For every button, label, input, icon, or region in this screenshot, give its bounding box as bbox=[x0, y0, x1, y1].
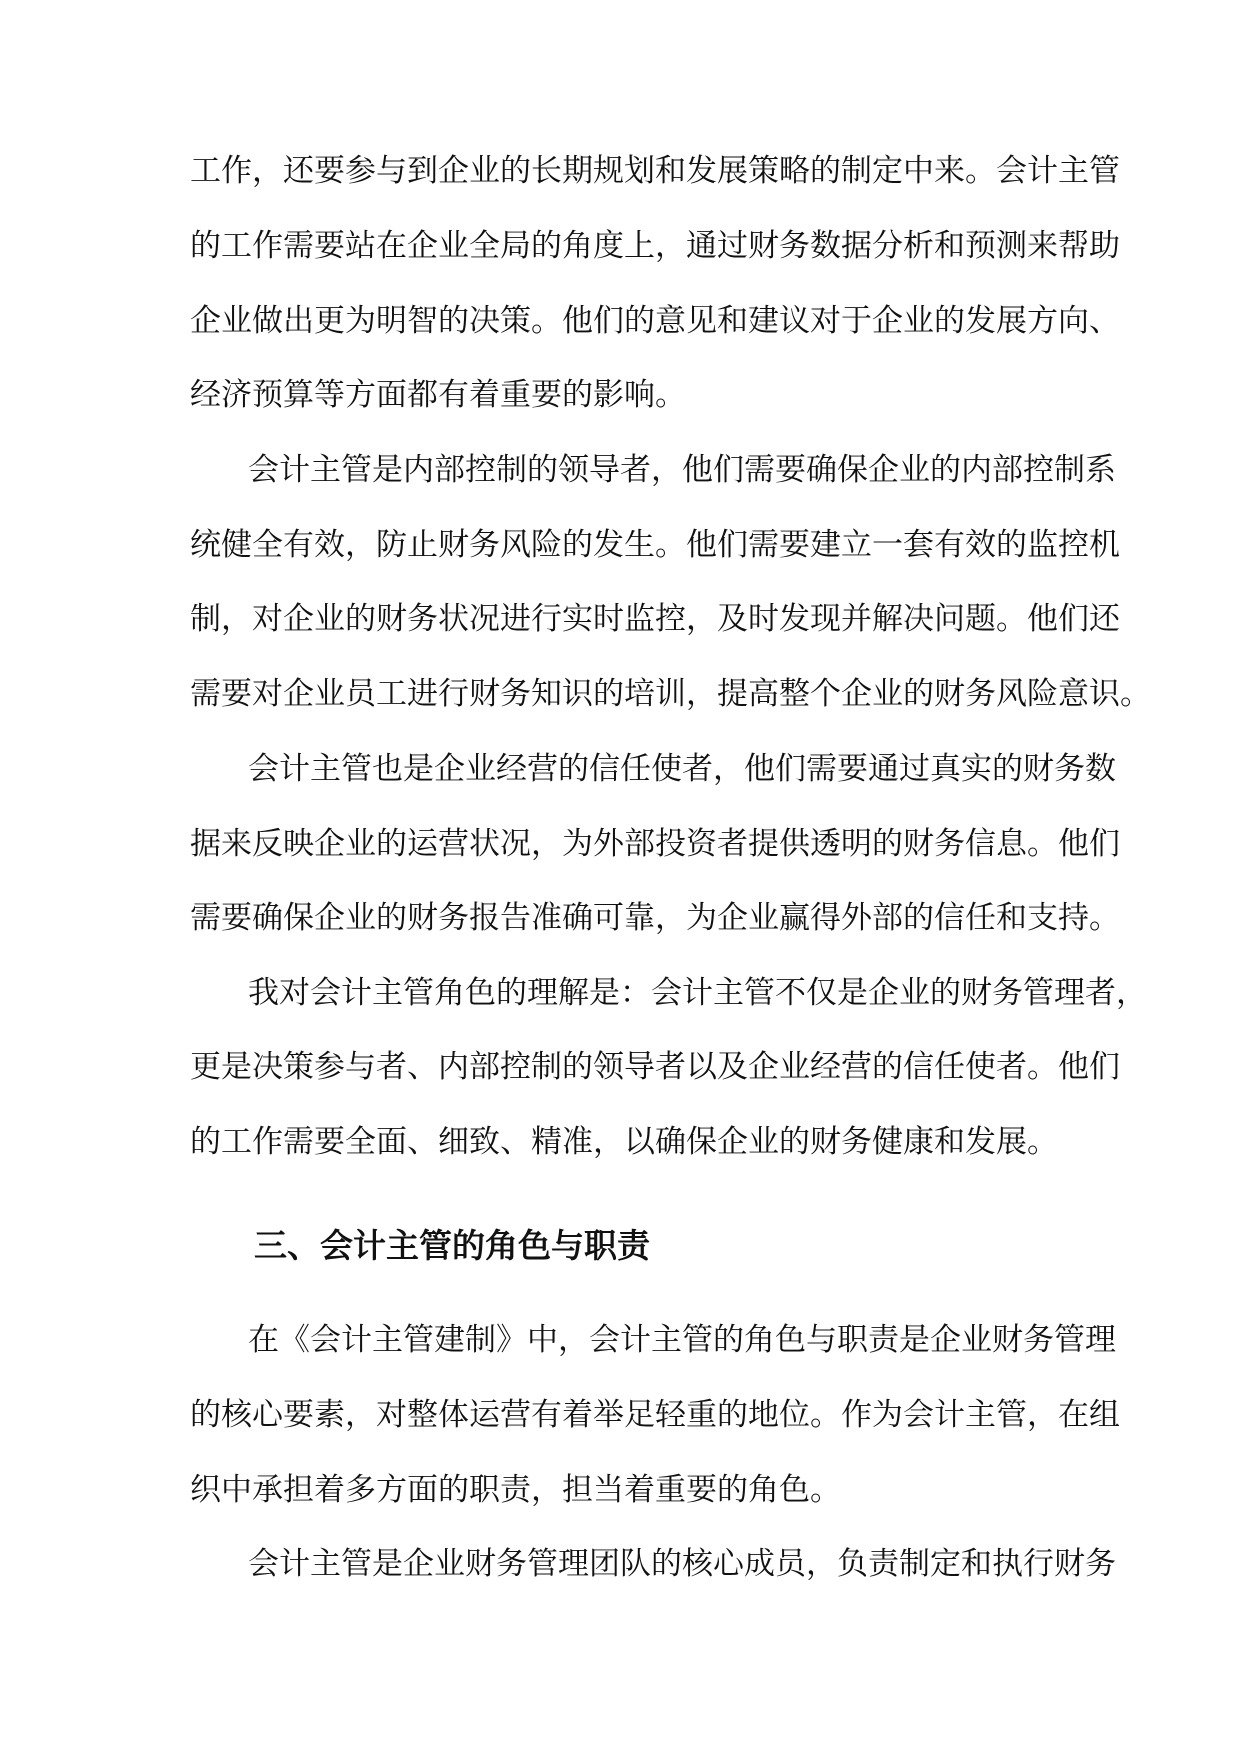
paragraph-3-line-3: 需要确保企业的财务报告准确可靠，为企业赢得外部的信任和支持。 bbox=[190, 900, 1120, 936]
paragraph-4-line-2: 更是决策参与者、内部控制的领导者以及企业经营的信任使者。他们 bbox=[190, 1049, 1120, 1085]
paragraph-3-line-1: 会计主管也是企业经营的信任使者，他们需要通过真实的财务数 bbox=[248, 751, 1116, 787]
paragraph-2-line-1: 会计主管是内部控制的领导者，他们需要确保企业的内部控制系 bbox=[248, 452, 1116, 488]
paragraph-2-line-4: 需要对企业员工进行财务知识的培训，提高整个企业的财务风险意识。 bbox=[190, 676, 1151, 712]
section-paragraph-1-line-3: 织中承担着多方面的职责，担当着重要的角色。 bbox=[190, 1472, 841, 1508]
paragraph-4-line-3: 的工作需要全面、细致、精准，以确保企业的财务健康和发展。 bbox=[190, 1124, 1058, 1160]
paragraph-2-line-2: 统健全有效，防止财务风险的发生。他们需要建立一套有效的监控机 bbox=[190, 527, 1120, 563]
paragraph-1-line-2: 的工作需要站在企业全局的角度上，通过财务数据分析和预测来帮助 bbox=[190, 228, 1120, 264]
paragraph-1-line-1: 工作，还要参与到企业的长期规划和发展策略的制定中来。会计主管 bbox=[190, 153, 1120, 189]
section-paragraph-2-line-1: 会计主管是企业财务管理团队的核心成员，负责制定和执行财务 bbox=[248, 1546, 1116, 1582]
paragraph-2-line-3: 制，对企业的财务状况进行实时监控，及时发现并解决问题。他们还 bbox=[190, 601, 1120, 637]
paragraph-1-line-3: 企业做出更为明智的决策。他们的意见和建议对于企业的发展方向、 bbox=[190, 303, 1120, 339]
paragraph-4-line-1: 我对会计主管角色的理解是：会计主管不仅是企业的财务管理者， bbox=[248, 975, 1147, 1011]
paragraph-3-line-2: 据来反映企业的运营状况，为外部投资者提供透明的财务信息。他们 bbox=[190, 826, 1120, 862]
paragraph-1-line-4: 经济预算等方面都有着重要的影响。 bbox=[190, 377, 686, 413]
section-paragraph-1-line-2: 的核心要素，对整体运营有着举足轻重的地位。作为会计主管，在组 bbox=[190, 1397, 1120, 1433]
section-paragraph-1-line-1: 在《会计主管建制》中，会计主管的角色与职责是企业财务管理 bbox=[248, 1322, 1116, 1358]
section-heading: 三、会计主管的角色与职责 bbox=[254, 1226, 650, 1265]
